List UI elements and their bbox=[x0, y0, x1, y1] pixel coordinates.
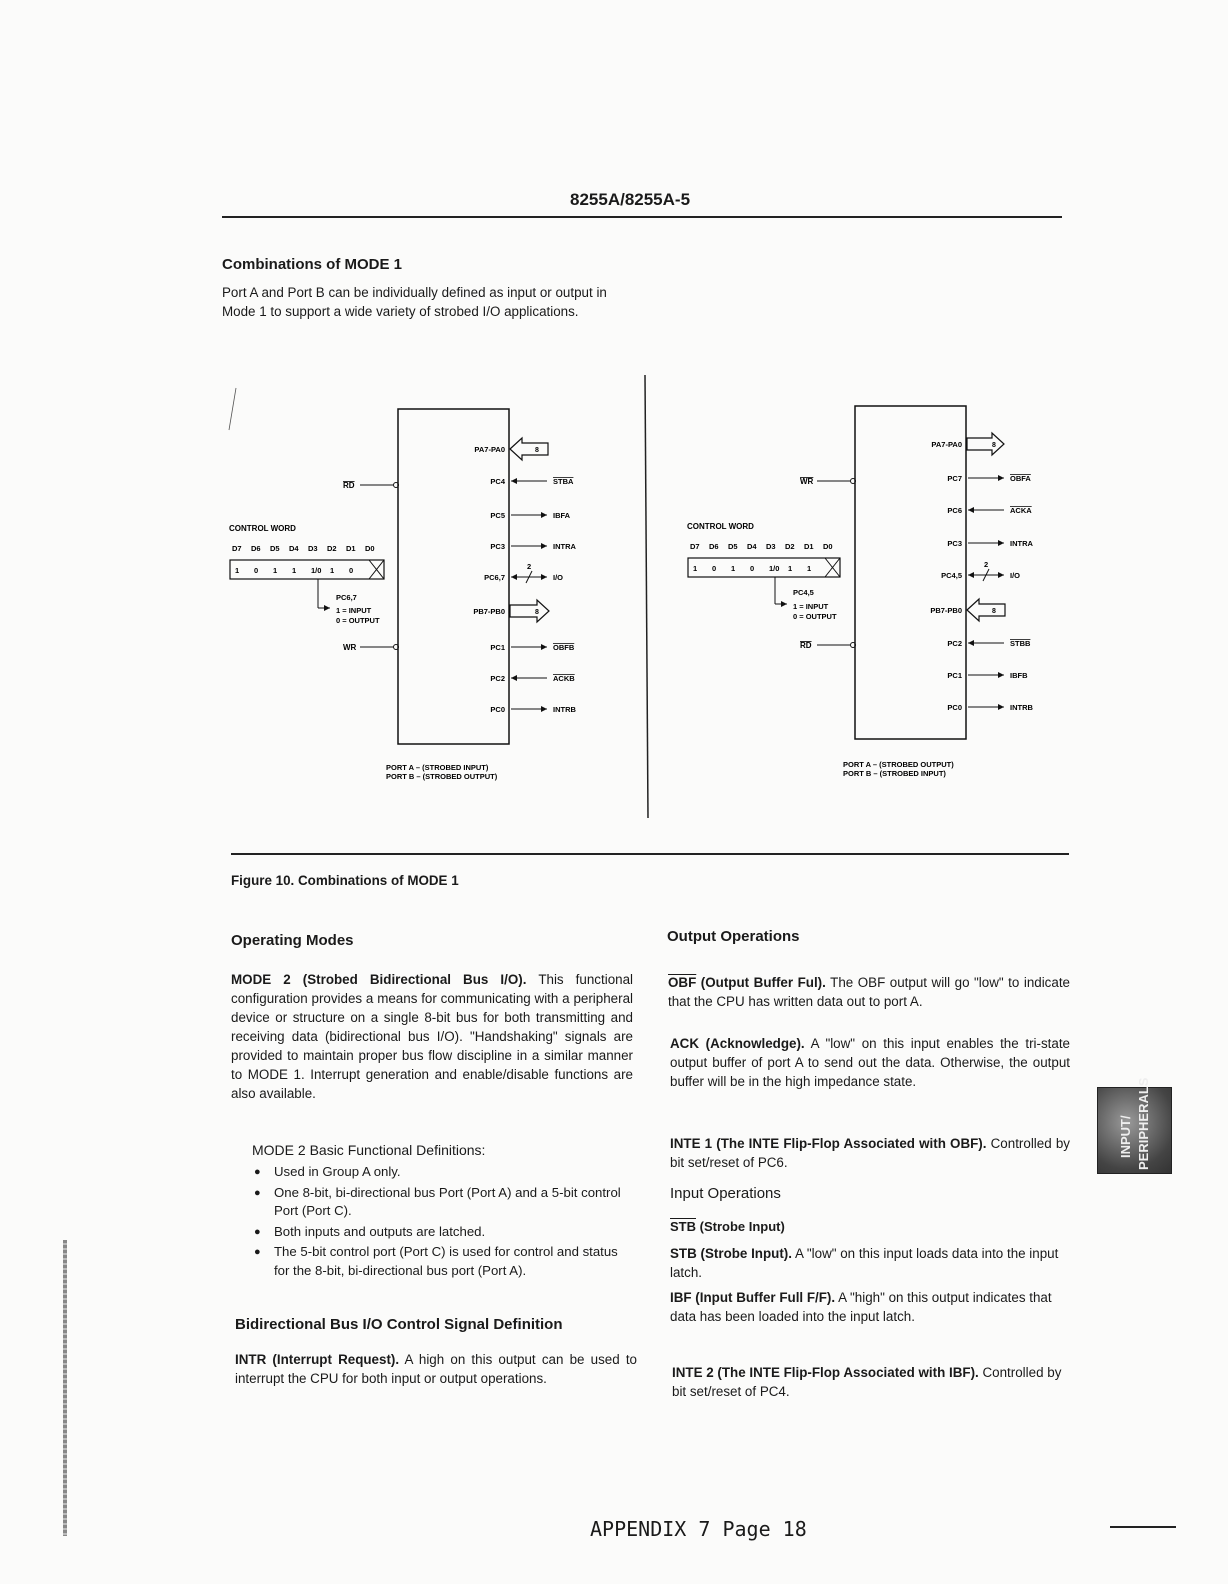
right-pin-label: PC6 bbox=[947, 506, 962, 515]
inte1-title: INTE 1 (The INTE Flip-Flop Associated with OBF). bbox=[670, 1136, 987, 1151]
obf-paragraph bbox=[668, 973, 1070, 1011]
combinations-heading: Combinations of MODE 1 bbox=[222, 256, 402, 273]
right-control-word-label: CONTROL WORD bbox=[687, 522, 754, 531]
right-signal-label: INTRB bbox=[1010, 703, 1033, 712]
right-port-a: PORT A – (STROBED OUTPUT) bbox=[843, 760, 954, 769]
left-diagram bbox=[229, 409, 576, 781]
mode2-text: This functional configuration provides a means for communicating with a peripheral device or structure on a single 8-bit bus for both transmitting and receiving data (bidirectional bus I/O). "Handshaking" signals are provided to maintain proper bus flow discipline in a similar manner to MODE 1. Interrupt generation and enable/disable functions are also available. bbox=[231, 972, 634, 1101]
left-pin-label: PC3 bbox=[490, 542, 505, 551]
page-header: 8255A/8255A-5 bbox=[570, 190, 691, 209]
left-bus-width: 8 bbox=[535, 609, 539, 616]
right-output-note: 0 = OUTPUT bbox=[793, 612, 837, 621]
left-bit-value: 1 bbox=[292, 566, 297, 575]
side-tab bbox=[1097, 1077, 1172, 1174]
right-bit-label: D5 bbox=[728, 542, 738, 551]
right-signal-label: I/O bbox=[1010, 571, 1021, 580]
left-bit-label: D6 bbox=[251, 544, 261, 553]
scan-edge bbox=[63, 1240, 67, 1536]
ack-title: ACK (Acknowledge). bbox=[670, 1036, 805, 1051]
list-item: ● Both inputs and outputs are latched. bbox=[252, 1223, 636, 1242]
right-bit-value: 0 bbox=[712, 564, 717, 573]
ibf-paragraph bbox=[670, 1288, 1070, 1326]
list-item: ● One 8-bit, bi-directional bus Port (Port A) and a 5-bit control Port (Port C). bbox=[252, 1184, 636, 1221]
left-bit-label: D4 bbox=[289, 544, 299, 553]
left-input-note: 1 = INPUT bbox=[336, 606, 372, 615]
inte2-text: Controlled by bit set/reset of PC4. bbox=[672, 1365, 1062, 1399]
obf-signal: $\overline{OBF}$ bbox=[668, 975, 697, 990]
left-bit-value: 1 bbox=[273, 566, 278, 575]
right-pc-note: PC4,5 bbox=[793, 588, 814, 597]
left-pin-label: PC5 bbox=[490, 511, 505, 520]
mode2-title: MODE 2 (Strobed Bidirectional Bus I/O). bbox=[231, 972, 527, 987]
mode2-basic-heading: MODE 2 Basic Functional Definitions: bbox=[252, 1142, 486, 1158]
right-bit-value: 1/0 bbox=[769, 564, 780, 573]
ack-paragraph bbox=[670, 1034, 1070, 1091]
list-item: ● Used in Group A only. bbox=[252, 1163, 636, 1182]
stb-title: STB (Strobe Input). bbox=[670, 1246, 792, 1261]
figure-rule bbox=[231, 853, 1069, 855]
left-signal-label: I/O bbox=[553, 573, 564, 582]
right-io-count: 2 bbox=[984, 560, 989, 569]
intr-text: A high on this output can be used to interrupt the CPU for both input or output operations. bbox=[235, 1352, 637, 1386]
output-operations-heading: Output Operations bbox=[667, 928, 800, 945]
inte1-text: Controlled by bit set/reset of PC6. bbox=[670, 1136, 1070, 1170]
left-bit-label: D2 bbox=[327, 544, 337, 553]
left-signal-label: ACKB bbox=[553, 674, 575, 683]
input-operations-heading: Input Operations bbox=[670, 1185, 781, 1202]
stb-text: A "low" on this input loads data into the input latch. bbox=[670, 1246, 1059, 1280]
right-signal-label: OBFA bbox=[1010, 474, 1031, 483]
operating-modes-heading: Operating Modes bbox=[231, 932, 354, 949]
left-pc-note: PC6,7 bbox=[336, 593, 357, 602]
ibf-text: A "high" on this output indicates that data has been loaded into the input latch. bbox=[670, 1290, 1052, 1324]
right-signal-label: IBFB bbox=[1010, 671, 1028, 680]
left-bit-value: 0 bbox=[349, 566, 354, 575]
left-control-word-label: CONTROL WORD bbox=[229, 524, 296, 533]
left-pin-label: PB7-PB0 bbox=[473, 607, 505, 616]
side-tab-line2: PERIPHERALS bbox=[1136, 1077, 1151, 1170]
right-bit-label: D3 bbox=[766, 542, 776, 551]
left-bit-value: 0 bbox=[254, 566, 259, 575]
left-bit-value: 1 bbox=[330, 566, 335, 575]
right-bit-label: D0 bbox=[823, 542, 833, 551]
stb-signal: $\overline{STB}$ bbox=[670, 1219, 696, 1234]
obf-text: The OBF output will go "low" to indicate that the CPU has written data out to port A. bbox=[668, 975, 1070, 1009]
right-pin-label: PA7-PA0 bbox=[931, 440, 962, 449]
inte2-title: INTE 2 (The INTE Flip-Flop Associated with IBF). bbox=[672, 1365, 979, 1380]
right-bit-label: D1 bbox=[804, 542, 814, 551]
left-signal-label: OBFB bbox=[553, 643, 575, 652]
left-bit-label: D3 bbox=[308, 544, 318, 553]
left-wr-label: WR bbox=[343, 643, 357, 652]
left-signal-label: INTRA bbox=[553, 542, 576, 551]
right-bus-width: 8 bbox=[992, 442, 996, 449]
ack-text: A "low" on this input enables the tri-state output buffer of port A to send out the data. Otherwise, the output buffer will be in the high impedance state. bbox=[670, 1036, 1070, 1089]
right-port-b: PORT B – (STROBED INPUT) bbox=[843, 769, 946, 778]
left-bus-width: 8 bbox=[535, 447, 539, 454]
right-pin-label: PC4,5 bbox=[941, 571, 962, 580]
left-pin-label: PC2 bbox=[490, 674, 505, 683]
right-bit-value: 1 bbox=[807, 564, 812, 573]
right-bit-value: 0 bbox=[750, 564, 755, 573]
bidir-heading: Bidirectional Bus I/O Control Signal Definition bbox=[235, 1316, 563, 1333]
left-pin-label: PA7-PA0 bbox=[474, 445, 505, 454]
left-bit-label: D1 bbox=[346, 544, 356, 553]
right-pin-label: PC3 bbox=[947, 539, 962, 548]
left-bit-value: 1/0 bbox=[311, 566, 322, 575]
left-pin-label: PC0 bbox=[490, 705, 505, 714]
side-tab-line1: INPUT/ bbox=[1118, 1115, 1133, 1158]
ibf-title: IBF (Input Buffer Full F/F). bbox=[670, 1290, 836, 1305]
left-rd-label: RD bbox=[343, 481, 355, 490]
right-bit-value: 1 bbox=[693, 564, 698, 573]
right-bit-label: D2 bbox=[785, 542, 795, 551]
right-bit-label: D6 bbox=[709, 542, 719, 551]
right-pin-label: PB7-PB0 bbox=[930, 606, 962, 615]
right-bit-value: 1 bbox=[731, 564, 736, 573]
left-io-count: 2 bbox=[527, 562, 532, 571]
right-pin-label: PC0 bbox=[947, 703, 962, 712]
right-pin-label: PC7 bbox=[947, 474, 962, 483]
right-signal-label: ACKA bbox=[1010, 506, 1032, 515]
right-pin-label: PC2 bbox=[947, 639, 962, 648]
header-rule bbox=[222, 216, 1062, 218]
list-item: ● The 5-bit control port (Port C) is used for control and status for the 8-bit, bi-directional bus port (Port A). bbox=[252, 1243, 636, 1280]
left-signal-label: IBFA bbox=[553, 511, 571, 520]
figure-10 bbox=[0, 370, 1228, 890]
left-pin-label: PC4 bbox=[490, 477, 505, 486]
right-bit-label: D4 bbox=[747, 542, 757, 551]
stb-heading-text: (Strobe Input) bbox=[699, 1219, 785, 1234]
intr-title: INTR (Interrupt Request). bbox=[235, 1352, 400, 1367]
obf-title: (Output Buffer Ful). bbox=[700, 975, 826, 990]
right-bit-value: 1 bbox=[788, 564, 793, 573]
left-pin-label: PC6,7 bbox=[484, 573, 505, 582]
right-pin-label: PC1 bbox=[947, 671, 962, 680]
right-diagram bbox=[687, 406, 1033, 778]
stb-paragraph bbox=[670, 1244, 1070, 1282]
right-bit-label: D7 bbox=[690, 542, 700, 551]
left-output-note: 0 = OUTPUT bbox=[336, 616, 380, 625]
left-port-b: PORT B – (STROBED OUTPUT) bbox=[386, 772, 498, 781]
left-bit-value: 1 bbox=[235, 566, 240, 575]
left-bit-label: D7 bbox=[232, 544, 242, 553]
left-signal-label: INTRB bbox=[553, 705, 576, 714]
right-wr-label: WR bbox=[800, 477, 814, 486]
combinations-text: Port A and Port B can be individually defined as input or output in Mode 1 to support a wide variety of strobed I/O applications. bbox=[222, 285, 607, 319]
page-footer: APPENDIX 7 Page 18 bbox=[590, 1517, 807, 1541]
mode2-paragraph bbox=[231, 970, 633, 1103]
right-rd-label: RD bbox=[800, 641, 812, 650]
footer-dash bbox=[1110, 1526, 1176, 1528]
right-signal-label: INTRA bbox=[1010, 539, 1033, 548]
stb-heading bbox=[670, 1219, 785, 1234]
left-bit-label: D5 bbox=[270, 544, 280, 553]
right-signal-label: STBB bbox=[1010, 639, 1031, 648]
mode2-bullets bbox=[252, 1163, 636, 1282]
right-input-note: 1 = INPUT bbox=[793, 602, 829, 611]
left-pin-label: PC1 bbox=[490, 643, 505, 652]
left-signal-label: STBA bbox=[553, 477, 574, 486]
left-port-a: PORT A – (STROBED INPUT) bbox=[386, 763, 489, 772]
figure-caption: Figure 10. Combinations of MODE 1 bbox=[231, 873, 459, 888]
left-bit-label: D0 bbox=[365, 544, 375, 553]
intr-paragraph bbox=[235, 1350, 637, 1388]
right-bus-width: 8 bbox=[992, 608, 996, 615]
inte2-paragraph bbox=[672, 1363, 1072, 1401]
inte1-paragraph bbox=[670, 1134, 1070, 1172]
